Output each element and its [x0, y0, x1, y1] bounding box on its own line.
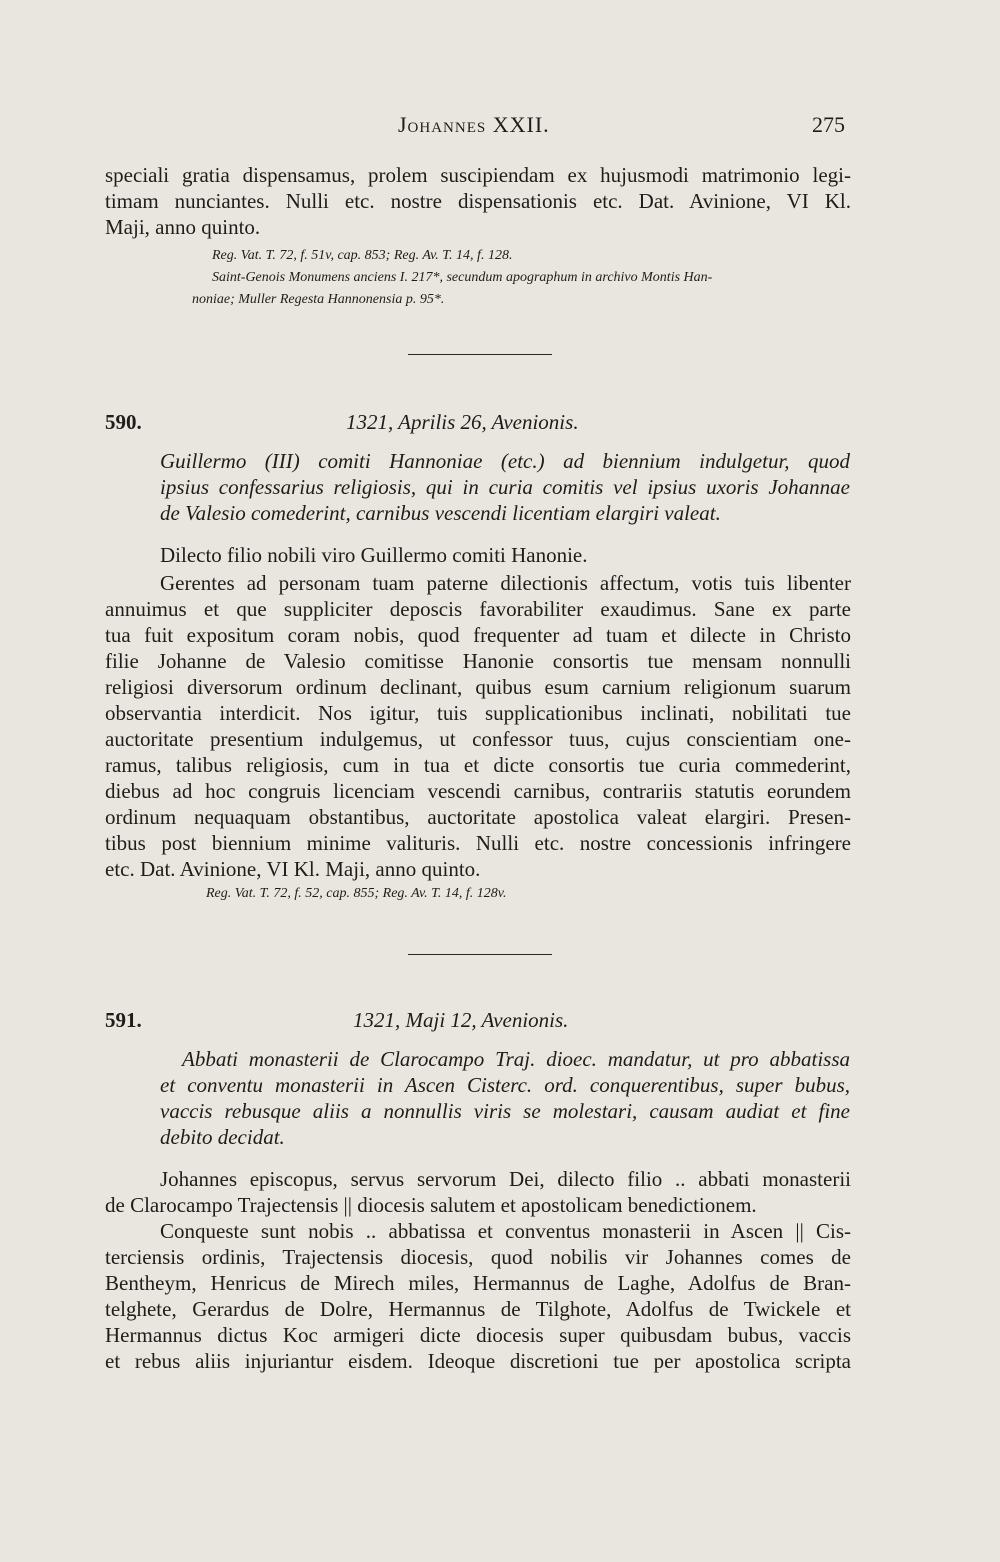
text-line: de Clarocampo Trajectensis || diocesis salutem et apostolicam benedictionem.: [105, 1193, 757, 1217]
source-line: Saint-Genois Monumens anciens I. 217*, secundum apographum in archivo Montis Han-: [212, 270, 713, 285]
entry-summary: [160, 1046, 850, 1150]
text-line: terciensis ordinis, Trajectensis diocesis, quod nobilis vir Johannes comes de: [105, 1245, 851, 1269]
summary-line: Abbati monasterii de Clarocampo Traj. dioec. mandatur, ut pro abbatissa: [182, 1047, 850, 1071]
address-line: Dilecto filio nobili viro Guillermo comiti Hanonie.: [160, 543, 588, 567]
summary-line: Guillermo (III) comiti Hannoniae (etc.) ad biennium indulgetur, quod: [160, 449, 850, 473]
entry-date-place: 1321, Maji 12, Avenionis.: [353, 1008, 569, 1032]
summary-line: et conventu monasterii in Ascen Cisterc. ord. conquerentibus, super bubus,: [160, 1073, 850, 1097]
entry-text: [105, 1166, 851, 1376]
entry-source: Reg. Vat. T. 72, f. 52, cap. 855; Reg. Av. T. 14, f. 128v.: [206, 886, 507, 901]
text-line: Hermannus dictus Koc armigeri dicte diocesis super quibusdam bubus, vaccis: [105, 1323, 851, 1347]
summary-line: vaccis rebusque aliis a nonnullis viris se molestari, causam audiat et fine: [160, 1099, 850, 1123]
summary-line: de Valesio comederint, carnibus vescendi licentiam elargiri valeat.: [160, 501, 721, 525]
text-line: Gerentes ad personam tuam paterne dilectionis affectum, votis tuis libenter: [160, 571, 851, 595]
text-line: tua fuit expositum coram nobis, quod frequenter ad tuam et dilecte in Christo: [105, 623, 851, 647]
text-line: Maji, anno quinto.: [105, 215, 261, 239]
text-line: diebus ad hoc congruis licenciam vescendi carnibus, contrariis statutis eorundem: [105, 779, 851, 803]
text-line: ramus, talibus religiosis, cum in tua et dicte consortis tue curia commederint,: [105, 753, 851, 777]
entry-number: 590.: [105, 410, 142, 434]
entry-date-place: 1321, Aprilis 26, Avenionis.: [346, 410, 579, 434]
entry-number: 591.: [105, 1008, 142, 1032]
text-line: Bentheym, Henricus de Mirech miles, Hermannus de Laghe, Adolfus de Bran-: [105, 1271, 851, 1295]
text-line: religiosi diversorum ordinum declinant, quibus esum carnium religionum suarum: [105, 675, 851, 699]
section-divider: [408, 354, 552, 355]
text-line: etc. Dat. Avinione, VI Kl. Maji, anno quinto.: [105, 857, 481, 881]
text-line: timam nunciantes. Nulli etc. nostre dispensationis etc. Dat. Avinione, VI Kl.: [105, 189, 851, 213]
text-line: filie Johanne de Valesio comitisse Hanonie consortis tue mensam nonnulli: [105, 649, 851, 673]
text-line: auctoritate presentium indulgemus, ut confessor tuus, cujus conscientiam one-: [105, 727, 851, 751]
top-paragraph: [105, 162, 851, 242]
page-number: 275: [812, 112, 845, 137]
text-line: et rebus aliis injuriantur eisdem. Ideoque discretioni tue per apostolica scripta: [105, 1349, 851, 1373]
source-line: noniae; Muller Regesta Hannonensia p. 95*.: [192, 292, 445, 307]
section-divider: [408, 954, 552, 955]
source-line: Reg. Vat. T. 72, f. 51v, cap. 853; Reg. Av. T. 14, f. 128.: [212, 248, 513, 263]
text-line: annuimus et que suppliciter deposcis favorabiliter exaudimus. Sane ex parte: [105, 597, 851, 621]
summary-line: ipsius confessarius religiosis, qui in curia comitis vel ipsius uxoris Johannae: [160, 475, 850, 499]
text-line: ordinum nequaquam obstantibus, auctoritate apostolica valeat elargiri. Presen-: [105, 805, 851, 829]
entry-text: [105, 570, 851, 890]
text-line: speciali gratia dispensamus, prolem suscipiendam ex hujusmodi matrimonio legi-: [105, 163, 851, 187]
text-line: observantia interdicit. Nos igitur, tuis supplicationibus inclinati, nobilitati tue: [105, 701, 851, 725]
text-line: Johannes episcopus, servus servorum Dei, dilecto filio .. abbati monasterii: [160, 1167, 851, 1191]
text-line: Conqueste sunt nobis .. abbatissa et conventus monasterii in Ascen || Cis-: [160, 1219, 851, 1243]
summary-line: debito decidat.: [160, 1125, 285, 1149]
text-line: tibus post biennium minime valituris. Nulli etc. nostre concessionis infringere: [105, 831, 851, 855]
text-line: telghete, Gerardus de Dolre, Hermannus de Tilghote, Adolfus de Twickele et: [105, 1297, 851, 1321]
running-title: Johannes XXII.: [398, 112, 550, 137]
entry-summary: [160, 448, 850, 528]
